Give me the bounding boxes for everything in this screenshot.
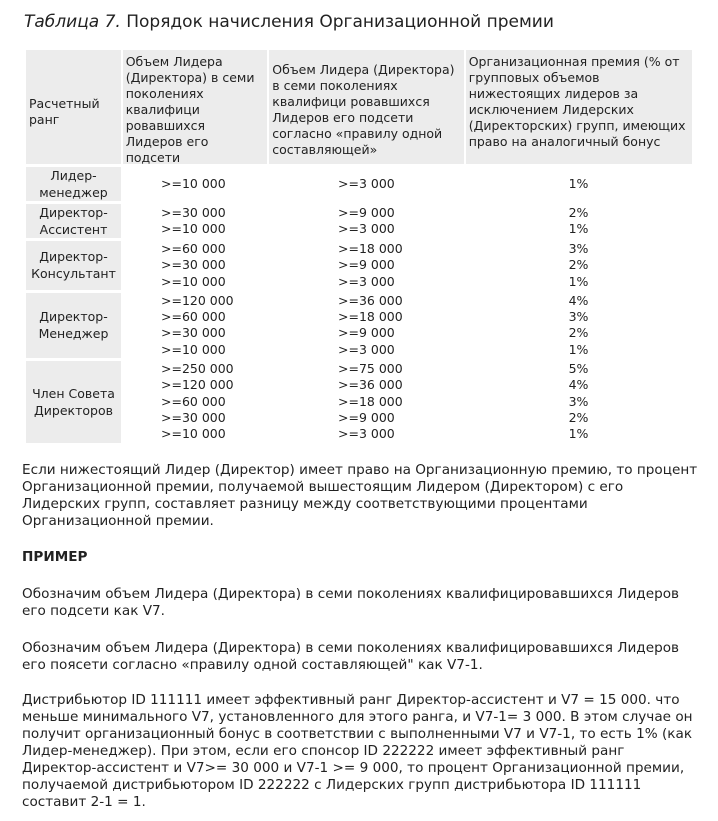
values-block — [123, 361, 692, 442]
bonus-percent-cell: 1% — [568, 426, 589, 442]
rank-cell: Директор-Консультант — [26, 241, 121, 290]
volume-cell: >=30 000 — [161, 409, 226, 425]
volume-one-component-cell: >=18 000 — [338, 309, 403, 325]
bonus-percent-cell: 2% — [568, 205, 589, 220]
table-row — [26, 204, 692, 238]
rank-cell: Директор-Менеджер — [26, 293, 121, 358]
paragraph-rule: Если нижестоящий Лидер (Директор) имеет право на Организационную премию, то процент Организационной премии, получаемой вышестоящим Лидером (Директором) с его Лидерских групп, составляет разницу между соответствующими процентами Организационной премии. — [22, 462, 698, 529]
table-header — [26, 50, 692, 164]
values-block — [123, 204, 692, 238]
volume-one-component-cell: >=9 000 — [338, 325, 395, 341]
volume-cell: >=30 000 — [161, 325, 226, 341]
volume-cell: >=60 000 — [161, 241, 226, 256]
volume-cell: >=30 000 — [161, 205, 226, 220]
table-row — [26, 167, 692, 201]
bonus-percent-cell: 1% — [568, 341, 589, 357]
example-heading: ПРИМЕР — [22, 549, 88, 565]
volume-one-component-cell: >=3 000 — [338, 176, 395, 191]
table-body — [26, 167, 692, 443]
volume-cell: >=10 000 — [161, 176, 226, 191]
values-block — [123, 167, 692, 192]
volume-one-component-cell: >=3 000 — [338, 341, 395, 357]
bonus-percent-cell: 4% — [568, 377, 589, 393]
bonus-percent-cell: 2% — [568, 325, 589, 341]
volume-one-component-cell: >=18 000 — [338, 393, 403, 409]
bonus-percent-cell: 4% — [568, 292, 589, 308]
volume-one-component-cell: >=18 000 — [338, 241, 403, 256]
volume-one-component-cell: >=3 000 — [338, 426, 395, 442]
paragraph-v7-1: Обозначим объем Лидера (Директора) в семи поколениях квалифицировавшихся Лидеров его поясети согласно «правилу одной составляющей" как V7-1. — [22, 640, 680, 673]
rank-cell: Лидер-менеджер — [26, 167, 121, 201]
bonus-percent-cell: 5% — [568, 361, 589, 377]
bonus-percent-cell: 1% — [568, 273, 589, 289]
caption-text: Порядок начисления Организационной премии — [126, 12, 554, 32]
bonus-table — [26, 50, 692, 443]
bonus-percent-cell: 1% — [568, 176, 589, 191]
volume-cell: >=10 000 — [161, 273, 226, 289]
volume-cell: >=60 000 — [161, 393, 226, 409]
paragraph-example: Дистрибьютор ID 111111 имеет эффективный ранг Директор-ассистент и V7 = 15 000. что меньше минимального V7, установленного для этого ранга, и V7-1= 3 000. В этом случае он получит организационный бонус в соответствии с выполненными V7 и V7-1, то есть 1% (как Лидер-менеджер). При этом, если его спонсор ID 222222 имеет эффективный ранг Директор-ассистент и V7>= 30 000 и V7-1 >= 9 000, то процент Организационной премии, получаемой дистрибьютором ID 222222 с Лидерских групп дистрибьютора ID 111111 составит 2-1 = 1. — [22, 692, 693, 810]
bonus-percent-cell: 2% — [568, 409, 589, 425]
values-block — [123, 293, 692, 358]
volume-one-component-cell: >=9 000 — [338, 257, 395, 273]
table-caption — [24, 12, 554, 32]
volume-cell: >=10 000 — [161, 221, 226, 237]
header-volume: Объем Лидера (Директора) в семи поколениях квалифици ровавшихся Лидеров его подсети — [123, 50, 268, 164]
bonus-percent-cell: 3% — [568, 393, 589, 409]
header-volume-one-component: Объем Лидера (Директора) в семи поколениях квалифици ровавшихся Лидеров его подсети согласно «правилу одной составляющей» — [269, 50, 463, 164]
volume-cell: >=10 000 — [161, 426, 226, 442]
caption-number: Таблица 7. — [24, 12, 121, 32]
header-rank: Расчетный ранг — [26, 50, 121, 164]
rank-cell: Член Совета Директоров — [26, 361, 121, 442]
bonus-percent-cell: 3% — [568, 309, 589, 325]
volume-one-component-cell: >=36 000 — [338, 377, 403, 393]
volume-one-component-cell: >=3 000 — [338, 273, 395, 289]
paragraph-v7: Обозначим объем Лидера (Директора) в семи поколениях квалифицировавшихся Лидеров его подсети как V7. — [22, 586, 680, 619]
rank-cell: Директор-Ассистент — [26, 204, 121, 238]
volume-one-component-cell: >=9 000 — [338, 205, 395, 220]
bonus-percent-cell: 3% — [568, 241, 589, 256]
table-row — [26, 293, 692, 358]
volume-cell: >=250 000 — [161, 361, 234, 377]
volume-cell: >=120 000 — [161, 377, 234, 393]
bonus-percent-cell: 1% — [568, 221, 589, 237]
header-bonus-percent: Организационная премия (% от групповых объемов нижестоящих лидеров за исключением Лидерских (Директорских) групп, имеющих право на аналогичный бонус — [466, 50, 692, 164]
bonus-percent-cell: 2% — [568, 257, 589, 273]
volume-one-component-cell: >=9 000 — [338, 409, 395, 425]
values-block — [123, 241, 692, 290]
volume-cell: >=120 000 — [161, 292, 234, 308]
volume-cell: >=60 000 — [161, 309, 226, 325]
table-row — [26, 361, 692, 442]
volume-one-component-cell: >=75 000 — [338, 361, 403, 377]
volume-one-component-cell: >=36 000 — [338, 292, 403, 308]
volume-one-component-cell: >=3 000 — [338, 221, 395, 237]
volume-cell: >=10 000 — [161, 341, 226, 357]
volume-cell: >=30 000 — [161, 257, 226, 273]
table-row — [26, 241, 692, 290]
